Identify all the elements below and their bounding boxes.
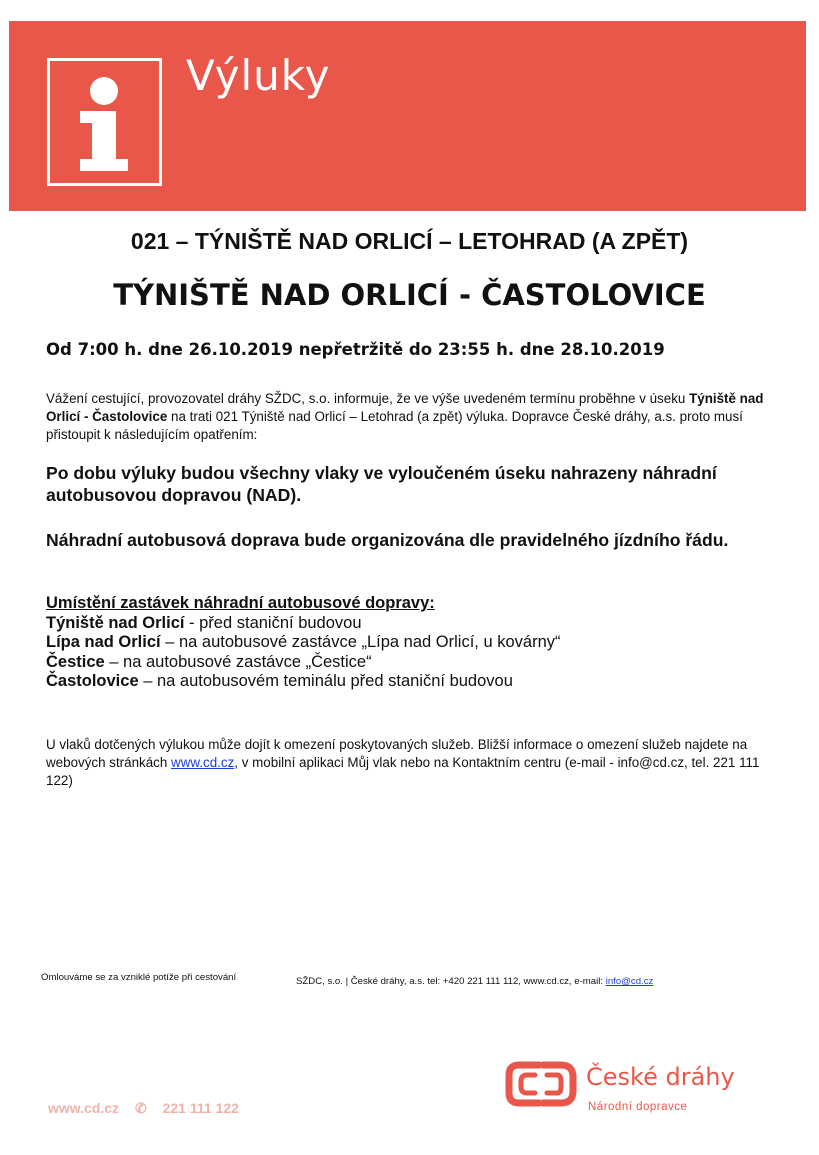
- brand-subtitle: Národní dopravce: [588, 1101, 688, 1113]
- intro-text-end: na trati 021 Týniště nad Orlicí – Letohrad (a zpět) výluka. Dopravce České dráhy, a.s. proto musí přistoupit k následujícím opatřením:: [46, 409, 743, 442]
- contact-bar: [48, 1100, 251, 1117]
- footer-apology: Omlouváme se za vzniklé potíže při cestování: [41, 972, 237, 983]
- closure-period: Od 7:00 h. dne 26.10.2019 nepřetržitě do 23:55 h. dne 28.10.2019: [46, 340, 665, 359]
- intro-section-name: Týniště nad Orlicí - Častolovice: [46, 391, 764, 424]
- stop-name: Lípa nad Orlicí: [46, 633, 161, 651]
- replacement-notice: Po dobu výluky budou všechny vlaky ve vyloučeném úseku nahrazeny náhradní autobusovou dopravou (NAD).: [46, 463, 717, 505]
- stop-name: Týniště nad Orlicí: [46, 613, 185, 632]
- stop-name: Čestice: [46, 652, 105, 671]
- brand-name: České dráhy: [586, 1063, 735, 1091]
- bus-stops-list: [46, 594, 786, 692]
- section-title: TÝNIŠTĚ NAD ORLICÍ - ČASTOLOVICE: [113, 278, 706, 312]
- list-item: [46, 614, 786, 634]
- stop-name: Častolovice: [46, 672, 139, 690]
- intro-text: Vážení cestující, provozovatel dráhy SŽDC, s.o. informuje, že ve výše uvedeném termínu proběhne v úseku: [46, 391, 690, 406]
- banner-title: Výluky: [186, 51, 331, 100]
- website-link[interactable]: www.cd.cz: [171, 755, 235, 770]
- footer-contacts: [296, 976, 653, 987]
- services-paragraph: [46, 736, 766, 790]
- email-link[interactable]: info@cd.cz: [605, 976, 654, 987]
- cd-logo-icon: [505, 1061, 577, 1107]
- stop-description: – na autobusové zastávce „Lípa nad Orlicí, u kovárny“: [160, 633, 561, 651]
- stop-description: – na autobusové zastávce „Čestice“: [104, 652, 372, 671]
- web-address: www.cd.cz: [48, 1100, 120, 1116]
- phone-icon: ✆: [134, 1100, 147, 1116]
- intro-paragraph: [46, 390, 776, 444]
- list-item: [46, 633, 786, 653]
- header-banner: [9, 21, 806, 211]
- phone-number: 221 111 122: [162, 1100, 239, 1116]
- stop-description: - před staniční budovou: [184, 613, 362, 632]
- list-item: [46, 672, 786, 692]
- timetable-notice: Náhradní autobusová doprava bude organizována dle pravidelného jízdního řádu.: [46, 530, 729, 550]
- services-text: U vlaků dotčených výlukou může dojít k omezení poskytovaných služeb. Bližší informace o omezení služeb najdete na webových stránkách: [46, 737, 748, 770]
- line-title: 021 – TÝNIŠTĚ NAD ORLICÍ – LETOHRAD (A ZPĚT): [130, 228, 689, 254]
- info-icon: [47, 58, 162, 186]
- list-item: [46, 653, 786, 673]
- bus-stops-heading: Umístění zastávek náhradní autobusové dopravy:: [46, 594, 435, 612]
- stop-description: – na autobusovém teminálu před staniční budovou: [138, 672, 513, 690]
- footer-contacts-text: SŽDC, s.o. | České dráhy, a.s. tel: +420 221 111 112, www.cd.cz, e-mail:: [296, 976, 606, 987]
- services-text-end: , v mobilní aplikaci Můj vlak nebo na Kontaktním centru (e-mail - info@cd.cz, tel. 221 111 122): [46, 755, 760, 788]
